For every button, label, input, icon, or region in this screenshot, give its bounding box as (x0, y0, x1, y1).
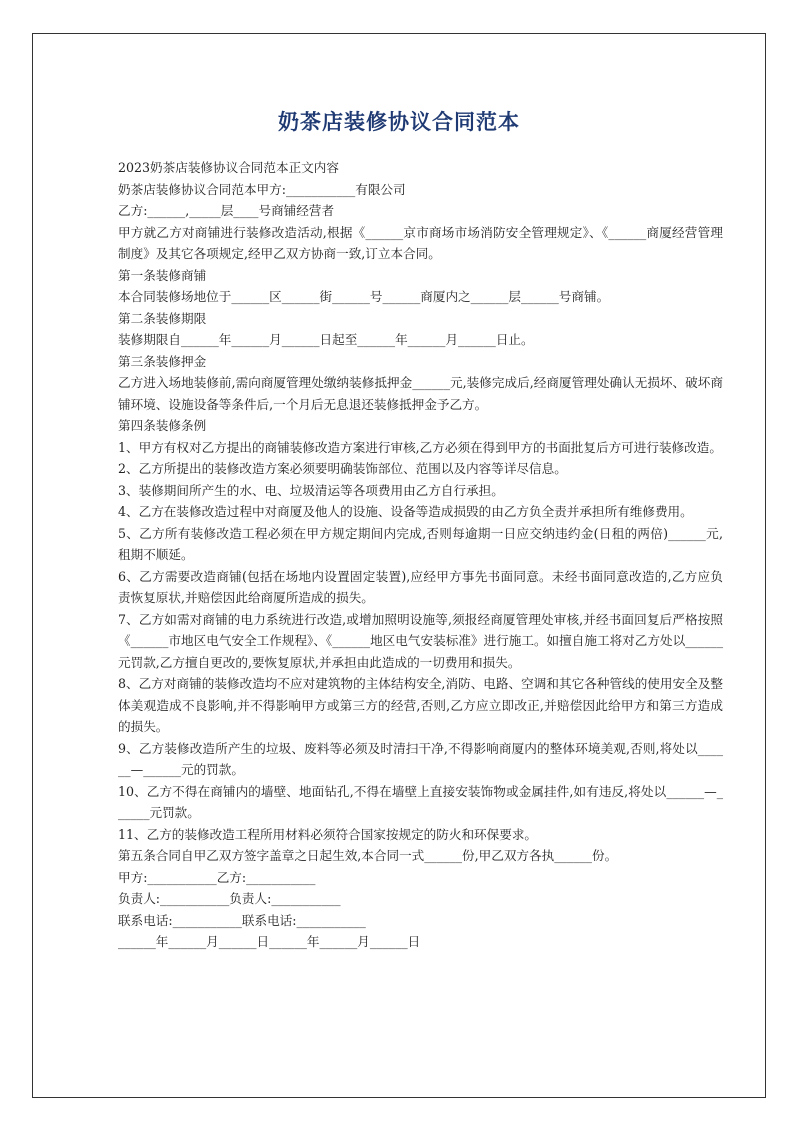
paragraph: 9、乙方装修改造所产生的垃圾、废料等必须及时清扫干净,不得影响商厦内的整体环境美观,否则,将处以______—______元的罚款。 (118, 740, 723, 777)
paragraph: 11、乙方的装修改造工程所用材料必须符合国家按规定的防火和环保要求。 (118, 826, 538, 842)
paragraph: 乙方进入场地装修前,需向商厦管理处缴纳装修抵押金______元,装修完成后,经商厦管理处确认无损坏、破坏商铺环境、设施设备等条件后,一个月后无息退还装修抵押金予乙方。 (118, 375, 723, 412)
paragraph: 第五条合同自甲乙双方签字盖章之日起生效,本合同一式______份,甲乙双方各执______份。 (118, 848, 618, 863)
section-heading: 第四条装修条例 (118, 418, 207, 433)
paragraph: 3、装修期间所产生的水、电、垃圾清运等各项费用由乙方自行承担。 (118, 482, 504, 498)
paragraph: 装修期限自______年______月______日起至______年______月______日止。 (118, 332, 534, 347)
signature-line: 联系电话:___________联系电话:___________ (118, 912, 366, 928)
paragraph: 甲方就乙方对商铺进行装修改造活动,根据《______京市商场市场消防安全管理规定》、《______商厦经营管理制度》及其它各项规定,经甲乙双方协商一致,订立本合同。 (118, 224, 723, 261)
paragraph: 本合同装修场地位于______区______街______号______商厦内之______层______号商铺。 (118, 289, 610, 304)
document-title: 奶茶店装修协议合同范本 (278, 109, 520, 134)
paragraph: 5、乙方所有装修改造工程必须在甲方规定期间内完成,否则每逾期一日应交纳违约金(日租的两倍)______元,租期不顺延。 (118, 525, 723, 562)
paragraph: 10、乙方不得在商铺内的墙壁、地面钻孔,不得在墙壁上直接安装饰物或金属挂件,如有违反,将处以______—______元罚款。 (118, 783, 723, 820)
document-body (118, 157, 723, 953)
paragraph: 6、乙方需要改造商铺(包括在场地内设置固定装置),应经甲方事先书面同意。未经书面同意改造的,乙方应负责恢复原状,并赔偿因此给商厦所造成的损失。 (118, 568, 723, 605)
section-heading: 第一条装修商铺 (118, 267, 207, 283)
paragraph: 1、甲方有权对乙方提出的商铺装修改造方案进行审核,乙方必须在得到甲方的书面批复后方可进行装修改造。 (118, 439, 722, 455)
document-page (32, 33, 766, 1098)
paragraph: 奶茶店装修协议合同范本甲方:___________有限公司 (118, 181, 406, 197)
section-heading: 第二条装修期限 (118, 310, 207, 326)
paragraph: 2023奶茶店装修协议合同范本正文内容 (118, 160, 339, 175)
paragraph: 7、乙方如需对商铺的电力系统进行改造,或增加照明设施等,须报经商厦管理处审核,并经书面回复后严格按照《______市地区电气安全工作规程》、《______地区电气安装标准》进行施工。如擅自施工将对乙方处以______元罚款,乙方擅自更改的,要恢复原状,并承担由此造成的一切费用和损失。 (118, 611, 723, 670)
paragraph: 4、乙方在装修改造过程中对商厦及他人的设施、设备等造成损毁的由乙方负全责并承担所有维修费用。 (118, 504, 693, 519)
paragraph: 乙方:______,_____层____号商铺经营者 (118, 203, 335, 218)
section-heading: 第三条装修押金 (118, 353, 207, 369)
paragraph: 2、乙方所提出的装修改造方案必须要明确装饰部位、范围以及内容等详尽信息。 (118, 461, 567, 476)
signature-line: 负责人:___________负责人:___________ (118, 891, 341, 906)
paragraph: 8、乙方对商铺的装修改造均不应对建筑物的主体结构安全,消防、电路、空调和其它各种管线的使用安全及整体美观造成不良影响,并不得影响甲方或第三方的经营,否则,乙方应立即改正,并赔偿因此给甲方和第三方造成的损失。 (118, 676, 723, 734)
signature-line: 甲方:___________乙方:___________ (118, 869, 316, 885)
signature-line: ______年______月______日______年______月______日 (118, 934, 421, 949)
